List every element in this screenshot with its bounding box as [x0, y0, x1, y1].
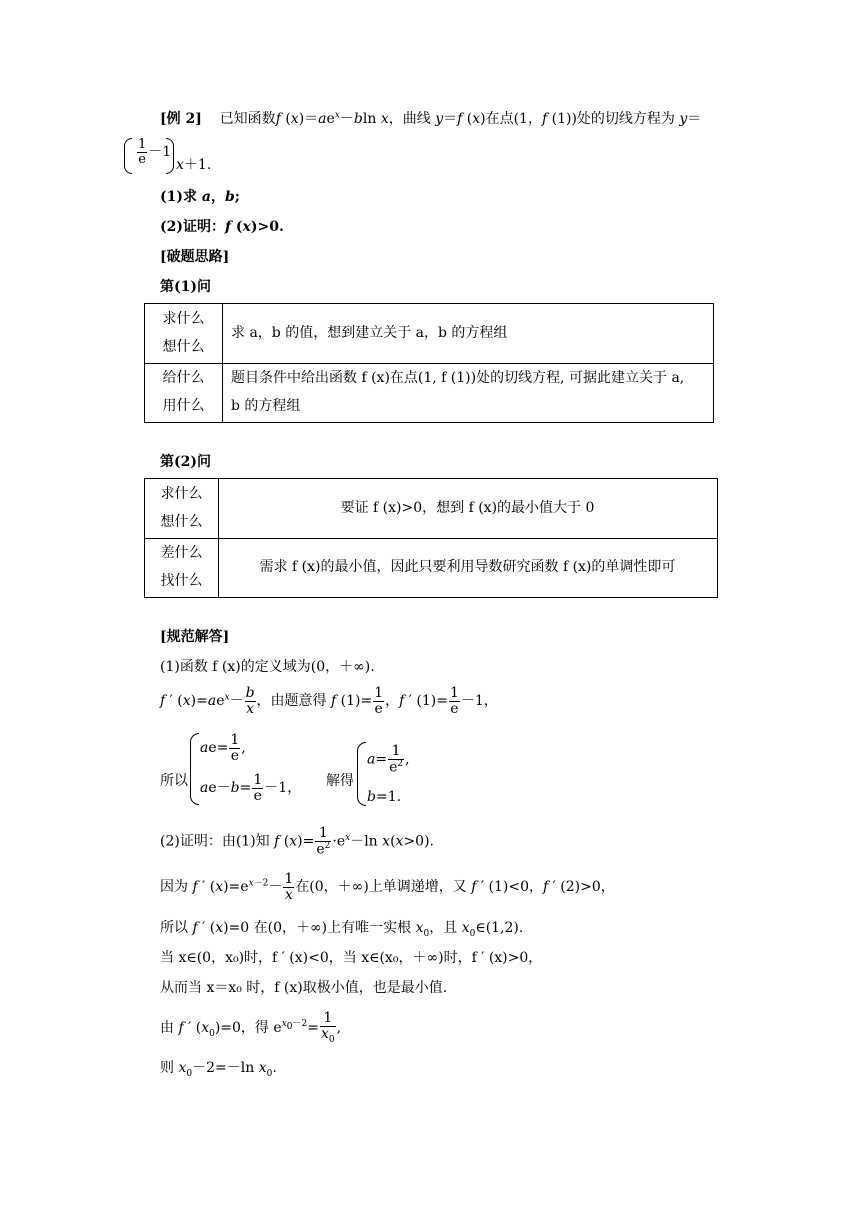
approach-heading: [破题思路] — [160, 249, 230, 265]
t1-row2-text: 题目条件中给出函数 f (x)在点(1, f (1))处的切线方程, 可据此建立关于 a, b 的方程组 — [231, 370, 685, 414]
solution-b: b=1. — [367, 789, 402, 805]
log-relation-line: 则 $x_0-2=-\ln$ $x_0$. — [160, 1060, 277, 1079]
equation-1: ae= $\frac{1}{e}$ , — [200, 732, 246, 764]
monotonic-line: 因为 f ′ $(x)=e^{x-2}-$ $\frac{1}{x}$ 在(0，＋∞)上单调递增，又 f ′ (1)<0，f ′ (2)>0， — [160, 871, 615, 903]
solution-domain: (1)函数 f (x)的定义域为(0，＋∞). — [160, 659, 375, 675]
t2-row2-text: 需求 f (x)的最小值，因此只要利用导数研究函数 f (x)的单调性即可 — [259, 559, 676, 575]
approach-table-1 — [144, 303, 714, 423]
sign-line: 当 x∈(0，x₀)时，f ′ (x)<0，当 x∈(x₀，＋∞)时，f ′ (x)>0， — [160, 950, 543, 966]
t1-row1-text: 求 a，b 的值，想到建立关于 a，b 的方程组 — [231, 325, 508, 341]
solution-heading: [规范解答] — [160, 629, 230, 645]
part-2-heading: 第(2)问 — [160, 454, 211, 470]
solve-label: 解得 — [326, 773, 354, 789]
t2-row1-text: 要证 f (x)>0，想到 f (x)的最小值大于 0 — [340, 500, 595, 516]
t1-label-what-to-find: 求什么 想什么 — [162, 311, 205, 355]
problem-line-1: [例 2] 已知函数f $(x)=ae^x-bln$ x，曲线 y＝f (x)在点(1，f (1))处的切线方程为 y＝ — [160, 110, 702, 127]
question-1: (1)求 a，b; — [160, 189, 240, 205]
solution-a: a= $\frac{1}{e^2}$ , — [367, 743, 410, 776]
derivative-line: f ′ $(x)=ae^x-$ $\frac{b}{x}$ ，由题意得 f (1)= $\frac{1}{e}$ ，f ′ (1)= $\frac{1}{e}$ －1， — [160, 685, 498, 717]
example-label: [例 2] — [160, 111, 202, 127]
root-equation-line: 由 f ′ $(x_0)=0$，得 $e^{x_0-2}=$ $\frac{1}{x_0}$ , — [160, 1010, 342, 1045]
t1-label-given: 给什么 用什么 — [162, 370, 205, 414]
min-value-line: 从而当 x＝x₀ 时，f (x)取极小值，也是最小值. — [160, 980, 448, 996]
equation-2: ae－b= $\frac{1}{e}$ －1， — [200, 772, 302, 804]
proof-start: (2)证明：由(1)知 f (x)= $\frac{1}{e^2}$ $\cdot e^x-\ln$ x(x>0). — [160, 825, 434, 858]
so-label: 所以 — [160, 773, 188, 789]
unique-root-line: 所以 f ′ (x)=0 在(0，＋∞)上有唯一实根 $x_0$，且 $x_0\in(1,2)$. — [160, 920, 524, 939]
question-2: (2)证明：f (x)>0. — [160, 219, 284, 235]
part-1-heading: 第(1)问 — [160, 279, 211, 295]
t2-label-what-to-find: 求什么 想什么 — [160, 486, 203, 530]
system-brace-2 — [357, 742, 366, 806]
problem-intro: 已知函数 — [219, 111, 276, 127]
system-brace-1 — [190, 733, 199, 805]
t2-label-missing: 差什么 找什么 — [160, 545, 203, 589]
approach-table-2 — [144, 478, 718, 598]
